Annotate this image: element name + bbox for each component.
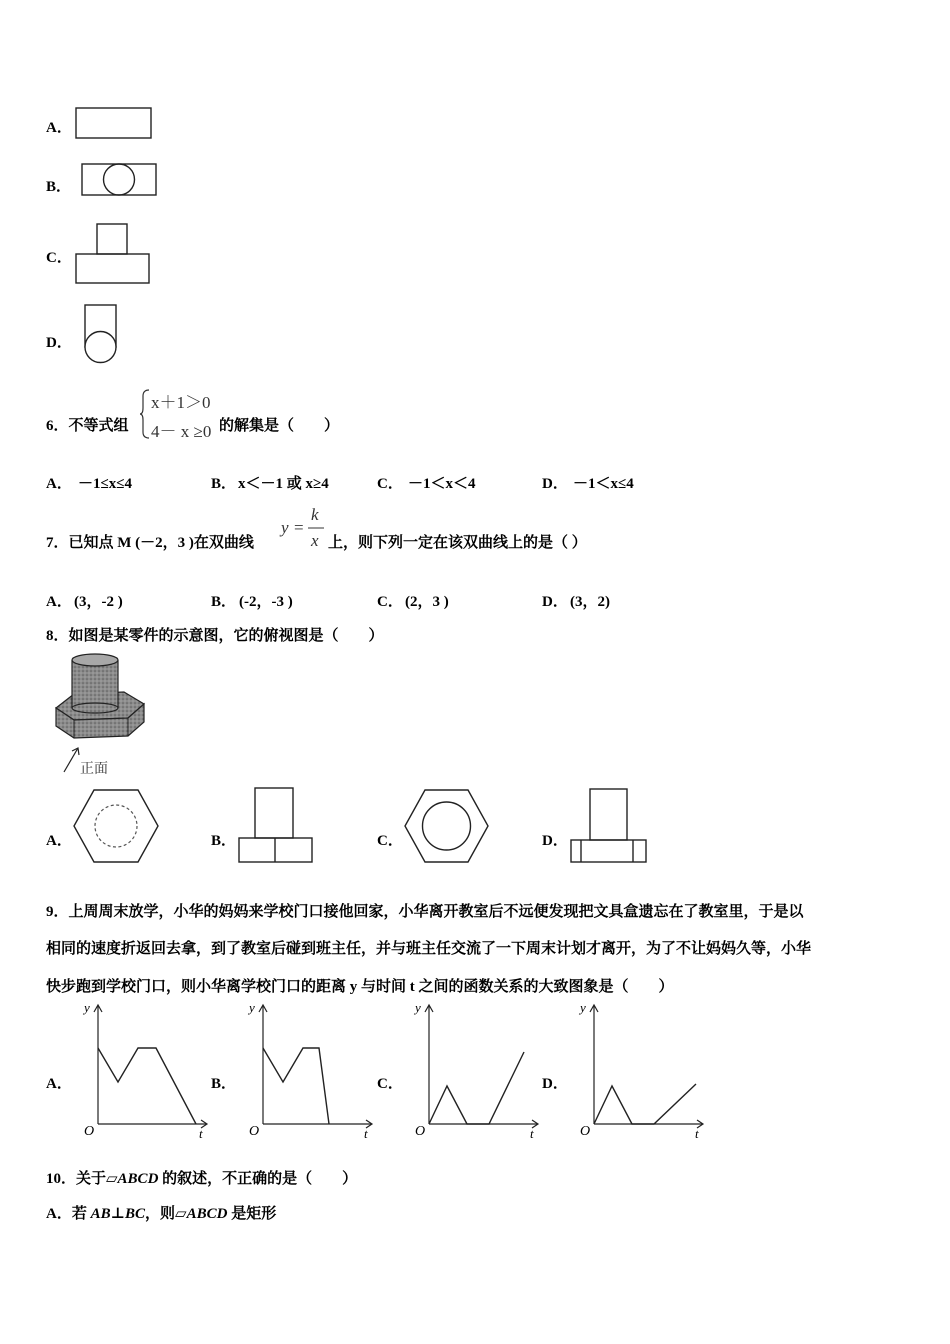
q7-option-d-text: (3，2) [570, 594, 610, 610]
q7-formula-denominator: x [311, 531, 319, 550]
q9-a-y-label: y [84, 1000, 90, 1015]
q8-cylinder-body [72, 660, 118, 708]
q9-b-origin: O [249, 1124, 260, 1139]
q7-stem-prefix: 7．已知点 M (－2，3 )在双曲线 [46, 535, 254, 551]
q9-c-y-label: y [415, 1000, 421, 1015]
q8-option-a-label[interactable]: A． [46, 833, 72, 849]
q8-cylinder-bottom [72, 703, 118, 713]
q10-option-a-text-1: 若 [71, 1206, 91, 1222]
q5-a-rectangle [76, 108, 151, 138]
q9-stem-line-3: 快步跑到学校门口，则小华离学校门口的距离 y 与时间 t 之间的函数关系的大致图象是（ ） [46, 979, 674, 995]
q7-option-c-text: (2，3 ) [405, 594, 449, 610]
q9-stem-line-2: 相同的速度折返回去拿，到了教室后碰到班主任，并与班主任交流了一下周末计划才离开，为了不让妈妈久等，小华 [46, 941, 812, 957]
q10-option-a-text-2: ，则 [145, 1206, 176, 1222]
q5-option-a-label[interactable]: A． [46, 120, 72, 136]
q7-option-b-text: (-2，-3 ) [239, 594, 293, 610]
q10-stem [46, 1167, 357, 1188]
q8-option-b-figure [236, 786, 316, 866]
q6-option-d-text: －1＜x≤4 [573, 476, 634, 492]
q5-b-rectangle [82, 164, 156, 195]
q10-parallelogram-symbol: ▱ABCD [106, 1171, 159, 1187]
q6-stem-prefix: 6．不等式组 [46, 418, 129, 434]
q6-option-b-text: x＜－1 或 x≥4 [238, 476, 329, 492]
q8-figure-caption: 正面 [80, 761, 108, 777]
q9-c-x-label: t [530, 1126, 534, 1141]
q8-d-base-block [571, 840, 646, 862]
q5-option-b-figure [80, 162, 160, 198]
q6-system-line-1: x＋1＞0 [151, 393, 211, 412]
q6-option-c-label[interactable]: C． [377, 476, 403, 492]
q9-a-origin: O [84, 1124, 95, 1139]
q8-option-a-figure [72, 786, 162, 866]
q10-option-a-text-3: 是矩形 [227, 1206, 277, 1222]
q6-option-a-text: －1≤x≤4 [78, 476, 132, 492]
q9-b-curve [263, 1048, 329, 1124]
q9-stem-line-1: 9．上周周末放学，小华的妈妈来学校门口接他回家，小华离开教室后不远便发现把文具盒遗忘在了教室里，于是以 [46, 904, 804, 920]
q8-option-c-label[interactable]: C． [377, 833, 403, 849]
q6-stem-suffix: 的解集是（ ） [219, 418, 340, 434]
q9-c-curve [429, 1052, 524, 1124]
q9-option-d-label[interactable]: D． [542, 1076, 568, 1092]
q7-formula-numerator: k [311, 505, 319, 524]
q7-option-a-text: (3，-2 ) [74, 594, 123, 610]
q5-c-top-block [97, 224, 127, 254]
q8-c-circle [423, 802, 471, 850]
q9-d-curve [594, 1084, 696, 1124]
q8-option-d-label[interactable]: D． [542, 833, 568, 849]
q7-option-c-label[interactable]: C． [377, 594, 403, 610]
q5-option-c-figure [74, 222, 154, 286]
q5-option-b-label[interactable]: B． [46, 179, 72, 195]
q5-option-c-label[interactable]: C． [46, 250, 72, 266]
q9-c-origin: O [415, 1124, 426, 1139]
q8-a-hexagon [74, 790, 158, 862]
q9-a-curve [98, 1048, 196, 1124]
q6-option-c-text: －1＜x＜4 [408, 476, 476, 492]
q9-d-x-label: t [695, 1126, 699, 1141]
q7-option-b-label[interactable]: B． [211, 594, 237, 610]
q6-option-a-label[interactable]: A． [46, 476, 72, 492]
q10-option-a-math: AB⊥BC [90, 1206, 146, 1222]
q9-b-y-label: y [249, 1000, 255, 1015]
q5-option-a-figure [74, 106, 154, 140]
q7-formula-eq: = [294, 518, 304, 537]
q8-stem: 8．如图是某零件的示意图，它的俯视图是（ ） [46, 628, 384, 644]
q9-a-x-label: t [199, 1126, 203, 1141]
q7-stem-suffix: 上，则下列一定在该双曲线上的是（ ） [328, 535, 587, 551]
q10-stem-prefix: 10．关于 [46, 1171, 107, 1187]
q7-option-a-label[interactable]: A． [46, 594, 72, 610]
q9-b-x-label: t [364, 1126, 368, 1141]
q8-front-arrow [64, 748, 78, 772]
q7-option-d-label[interactable]: D． [542, 594, 568, 610]
q6-system-line-2: 4－ x ≥0 [151, 422, 212, 441]
q10-option-a [46, 1202, 276, 1223]
q8-option-b-label[interactable]: B． [211, 833, 237, 849]
q9-d-y-label: y [580, 1000, 586, 1015]
q9-option-a-label[interactable]: A． [46, 1076, 72, 1092]
q6-option-b-label[interactable]: B． [211, 476, 237, 492]
q7-fraction-bar [308, 527, 326, 529]
q7-formula-lhs: y [281, 518, 289, 537]
q8-a-dashed-circle [95, 805, 137, 847]
q10-option-a-symbol: ▱ABCD [175, 1206, 228, 1222]
q8-d-top-block [590, 789, 627, 840]
q6-brace [139, 388, 151, 440]
q9-option-b-label[interactable]: B． [211, 1076, 237, 1092]
q6-option-d-label[interactable]: D． [542, 476, 568, 492]
q10-stem-suffix: 的叙述，不正确的是（ ） [158, 1171, 358, 1187]
q5-c-base-block [76, 254, 149, 283]
q8-option-c-figure [402, 786, 492, 866]
q8-c-hexagon [405, 790, 488, 862]
q9-d-origin: O [580, 1124, 591, 1139]
q5-option-d-label[interactable]: D． [46, 335, 72, 351]
q8-b-top-block [255, 788, 293, 838]
q8-cylinder-top [72, 654, 118, 666]
q9-option-c-label[interactable]: C． [377, 1076, 403, 1092]
q5-b-circle [104, 164, 135, 195]
q5-d-circle [85, 332, 116, 363]
q10-option-a-label[interactable]: A． [46, 1206, 72, 1222]
q8-option-d-figure [568, 786, 652, 866]
q5-option-d-figure [83, 303, 123, 367]
